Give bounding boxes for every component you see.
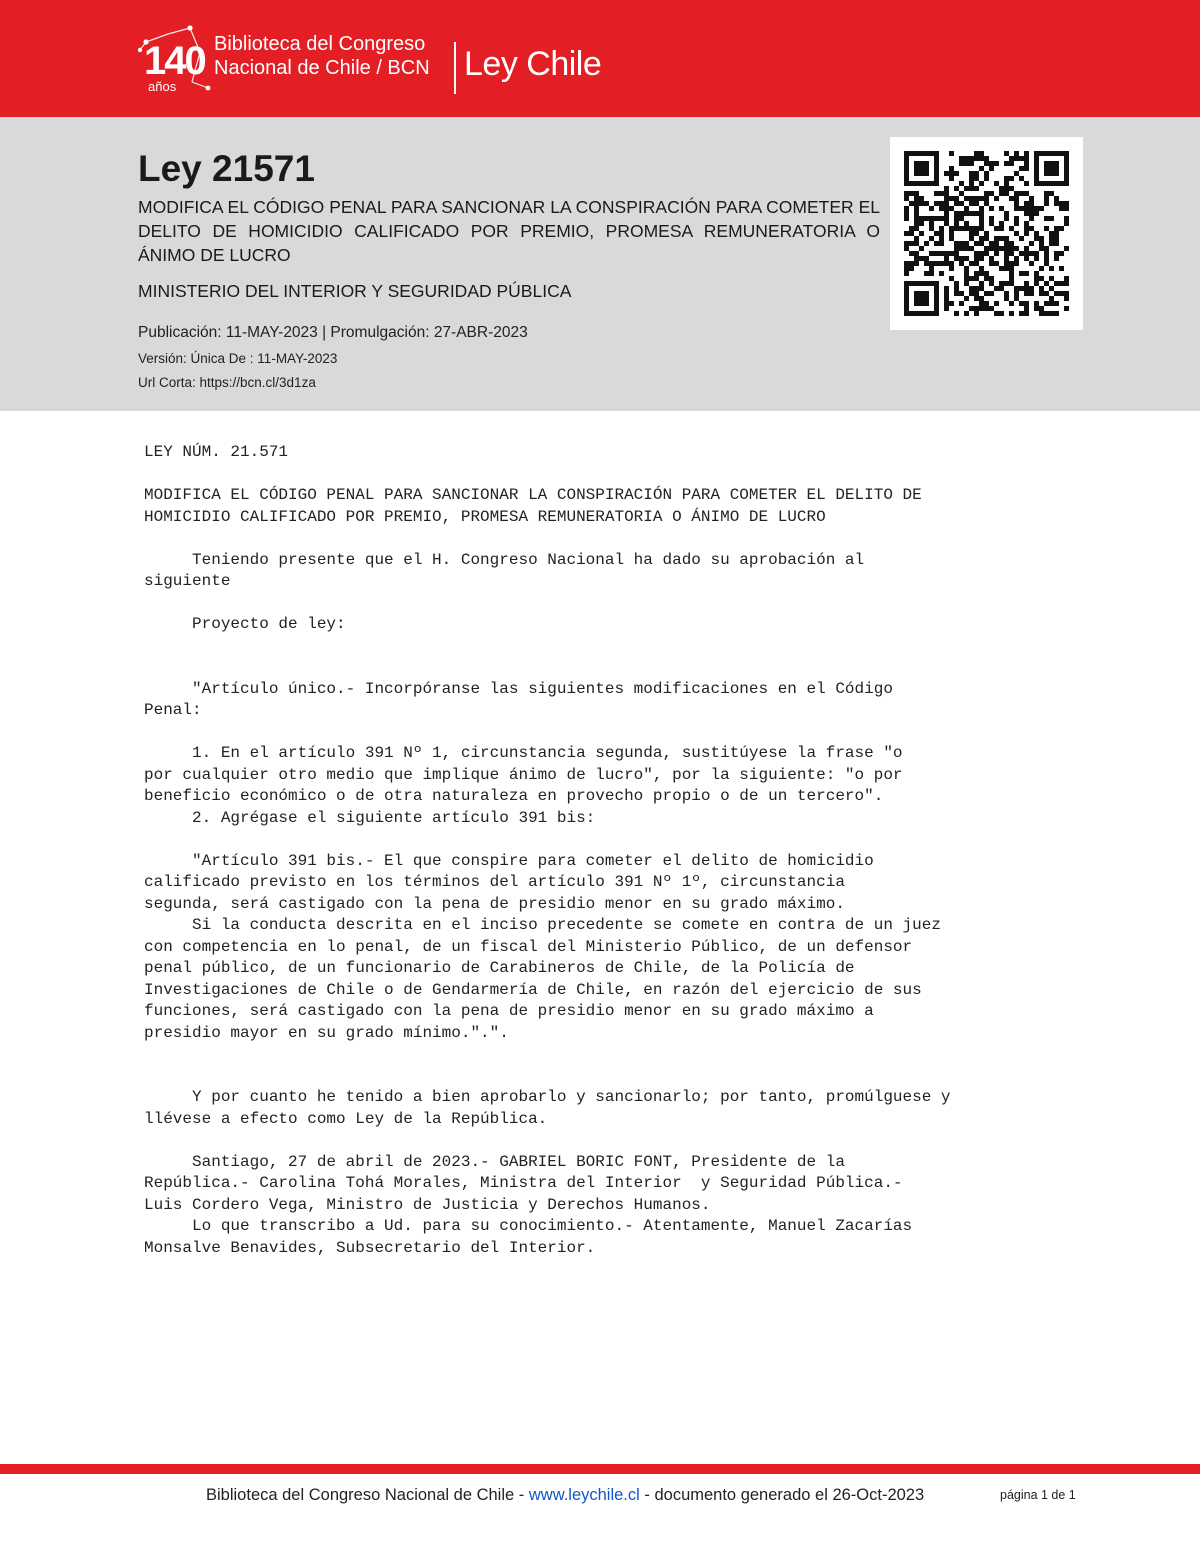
law-text-line: con competencia en lo penal, de un fiscal del Ministerio Público, de un defensor	[144, 937, 913, 956]
bcn-logo[interactable]	[138, 22, 602, 100]
law-text-line: HOMICIDIO CALIFICADO POR PREMIO, PROMESA REMUNERATORIA O ÁNIMO DE LUCRO	[144, 507, 826, 526]
law-text-line: Y por cuanto he tenido a bien aprobarlo y sancionarlo; por tanto, promúlguese y	[144, 1088, 951, 1106]
law-text-line	[144, 593, 1144, 615]
law-text-line	[144, 1130, 1144, 1152]
qr-code[interactable]	[890, 137, 1083, 330]
publication-info: Publicación: 11-MAY-2023 | Promulgación: 27-ABR-2023	[138, 324, 528, 341]
law-text-line	[144, 528, 1144, 550]
law-title: Ley 21571	[138, 148, 315, 189]
footer-suffix: - documento generado el 26-Oct-2023	[639, 1486, 925, 1504]
law-text-line: Lo que transcribo a Ud. para su conocimiento.- Atentamente, Manuel Zacarías	[144, 1217, 913, 1235]
law-text-line	[144, 722, 1144, 744]
logo-anniversary-number: 140	[144, 39, 205, 83]
law-text-line	[144, 636, 1144, 658]
top-banner	[0, 0, 1200, 117]
law-text-line: Penal:	[144, 701, 202, 719]
law-text-line: "Artículo 391 bis.- El que conspire para cometer el delito de homicidio	[144, 851, 874, 870]
document-header	[0, 117, 1200, 411]
law-text-line: segunda, será castigado con la pena de presidio menor en su grado máximo.	[144, 894, 845, 913]
anniversary-emblem-icon	[138, 22, 214, 100]
law-text-line: "Artículo único.- Incorpóranse las siguientes modificaciones en el Código	[144, 679, 893, 698]
law-text-line: Monsalve Benavides, Subsecretario del Interior.	[144, 1238, 596, 1257]
law-text-line: Investigaciones de Chile o de Gendarmería de Chile, en razón del ejercicio de sus	[144, 980, 922, 999]
qr-code-icon	[904, 151, 1069, 316]
law-text-line: calificado previsto en los términos del artículo 391 Nº 1º, circunstancia	[144, 873, 845, 891]
logo-anniversary-word: años	[148, 79, 177, 94]
law-text	[144, 442, 1144, 1259]
law-text-line: Si la conducta descrita en el inciso precedente se comete en contra de un juez	[144, 916, 941, 934]
law-text-line: Santiago, 27 de abril de 2023.- GABRIEL BORIC FONT, Presidente de la	[144, 1152, 845, 1171]
law-text-line: 1. En el artículo 391 Nº 1, circunstancia segunda, sustitúyese la frase "o	[144, 744, 903, 762]
law-text-line: beneficio económico o de otra naturaleza en provecho propio o de un tercero".	[144, 787, 884, 805]
law-subtitle: MODIFICA EL CÓDIGO PENAL PARA SANCIONAR LA CONSPIRACIÓN PARA COMETER EL DELITO DE HOMICIDIO CALIFICADO POR PREMIO, PROMESA REMUNERATORIA O ÁNIMO DE LUCRO	[138, 197, 880, 265]
law-text-line	[144, 1044, 1144, 1066]
law-text-line: Luis Cordero Vega, Ministro de Justicia y Derechos Humanos.	[144, 1195, 711, 1214]
footer-divider	[0, 1464, 1200, 1474]
law-text-line: penal público, de un funcionario de Carabineros de Chile, de la Policía de	[144, 959, 855, 977]
footer-prefix: Biblioteca del Congreso Nacional de Chile -	[206, 1486, 529, 1504]
footer-credit	[206, 1484, 924, 1506]
logo-institution-name	[214, 32, 430, 80]
version-info: Versión: Única De : 11-MAY-2023	[138, 351, 338, 366]
logo-product-name: Ley Chile	[464, 45, 602, 83]
law-text-line	[144, 464, 1144, 486]
logo-divider	[454, 42, 456, 94]
short-url[interactable]: Url Corta: https://bcn.cl/3d1za	[138, 375, 316, 390]
law-text-line: funciones, será castigado con la pena de presidio menor en su grado máximo a	[144, 1002, 874, 1020]
page-number: página 1 de 1	[1000, 1488, 1076, 1502]
footer-link[interactable]: www.leychile.cl	[528, 1486, 640, 1504]
logo-name-line1: Biblioteca del Congreso	[214, 33, 426, 55]
law-text-line	[144, 657, 1144, 679]
law-text-line: llévese a efecto como Ley de la República.	[144, 1109, 548, 1128]
law-text-line: Teniendo presente que el H. Congreso Nacional ha dado su aprobación al	[144, 550, 865, 569]
law-text-line: por cualquier otro medio que implique ánimo de lucro", por la siguiente: "o por	[144, 765, 903, 784]
law-text-line: Proyecto de ley:	[144, 615, 346, 633]
law-text-line: 2. Agrégase el siguiente artículo 391 bis:	[144, 808, 596, 827]
law-text-line: siguiente	[144, 572, 231, 590]
law-text-line	[144, 1066, 1144, 1088]
law-text-line: presidio mayor en su grado mínimo.".".	[144, 1023, 509, 1042]
logo-name-line2: Nacional de Chile / BCN	[214, 57, 430, 79]
law-text-line	[144, 829, 1144, 851]
law-text-line: República.- Carolina Tohá Morales, Ministra del Interior y Seguridad Pública.-	[144, 1174, 903, 1192]
law-ministry: MINISTERIO DEL INTERIOR Y SEGURIDAD PÚBLICA	[138, 281, 572, 301]
law-text-line: MODIFICA EL CÓDIGO PENAL PARA SANCIONAR LA CONSPIRACIÓN PARA COMETER EL DELITO DE	[144, 486, 922, 504]
law-text-line: LEY NÚM. 21.571	[144, 443, 289, 461]
